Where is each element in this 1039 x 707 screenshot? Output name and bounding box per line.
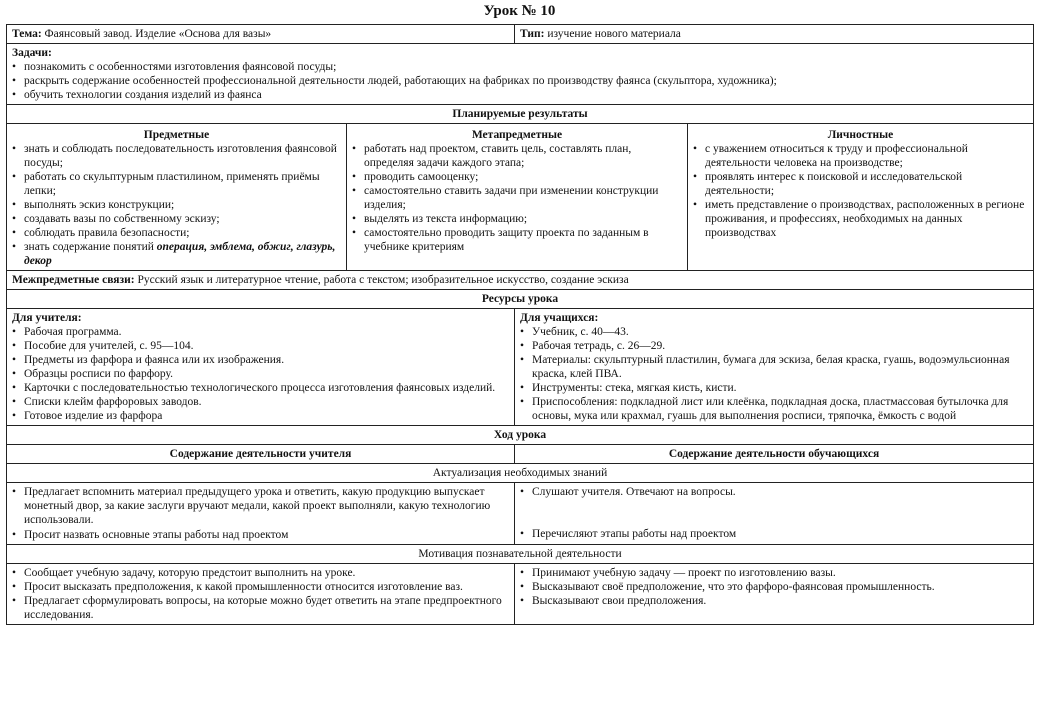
list-item: • создавать вазы по собственному эскизу;	[12, 212, 341, 226]
topic-value: Фаянсовый завод. Изделие «Основа для вазы»	[41, 28, 272, 40]
list-item: • Приспособления: подкладной лист или клеёнка, подкладная доска, пластмассовая бутылочка для основы, мука или крахмал, гуашь для выполнения росписи, тряпочка, ёмкость с водой	[520, 395, 1028, 423]
list-item: • Инструменты: стека, мягкая кисть, кисти.	[520, 381, 1028, 395]
list-item: • познакомить с особенностями изготовления фаянсовой посуды;	[12, 60, 1028, 74]
personal-results-cell	[688, 124, 1034, 271]
tasks-cell	[7, 44, 1034, 105]
subject-results-cell	[7, 124, 347, 271]
stage2-teacher-cell	[7, 563, 515, 624]
meta-results-title: Метапредметные	[471, 129, 563, 142]
topic-label: Тема:	[12, 28, 42, 40]
list-item: • Просит высказать предположения, к какой промышленности относится изготовление ваз.	[12, 580, 509, 594]
stage1-teacher-cell	[7, 483, 515, 544]
list-item: • Предметы из фарфора и фаянса или их изображения.	[12, 353, 509, 367]
tasks-label: Задачи:	[12, 47, 52, 60]
list-item: • Пособие для учителей, с. 95—104.	[12, 339, 509, 353]
list-item: • Просит назвать основные этапы работы над проектом	[12, 528, 509, 542]
list-item: • Образцы росписи по фарфору.	[12, 367, 509, 381]
stage1-row	[7, 483, 1034, 544]
results-header: Планируемые результаты	[7, 105, 1034, 124]
resources-header: Ресурсы урока	[7, 290, 1034, 309]
stage2-students-cell	[515, 563, 1034, 624]
list-item: • Учебник, с. 40—43.	[520, 325, 1028, 339]
list-item: • Карточки с последовательностью технологического процесса изготовления фаянсовых изделий.	[12, 381, 509, 395]
list-item: • проявлять интерес к поисковой и исследовательской деятельности;	[693, 170, 1028, 198]
stage1-students-cell	[515, 483, 1034, 544]
lesson-columns-row	[7, 445, 1034, 464]
list-item: • Предлагает сформулировать вопросы, на которые можно будет ответить на этапе предпроектного исследования.	[12, 594, 509, 622]
type-label: Тип:	[520, 28, 545, 40]
interdisciplinary-row	[7, 271, 1034, 290]
type-cell	[515, 25, 1034, 44]
interdisciplinary-cell	[7, 271, 1034, 290]
list-item: • выделять из текста информацию;	[352, 212, 682, 226]
tasks-row	[7, 44, 1034, 105]
tasks-list	[12, 60, 1028, 102]
list-item: • Слушают учителя. Отвечают на вопросы.	[520, 485, 1028, 499]
teacher-column-header: Содержание деятельности учителя	[7, 445, 515, 464]
list-item: • Высказывают свои предположения.	[520, 594, 1028, 608]
interdisciplinary-value: Русский язык и литературное чтение, работа с текстом; изобразительное искусство, создание эскиза	[134, 274, 629, 287]
list-item: • Принимают учебную задачу — проект по изготовлению вазы.	[520, 566, 1028, 580]
list-item: • Предлагает вспомнить материал предыдущего урока и ответить, какую продукцию выпускает монетный двор, за какие заслуги вручают медали, какой проект выполняли, какую технологию использовали.	[12, 485, 509, 527]
list-item: • проводить самооценку;	[352, 170, 682, 184]
page-title: Урок № 10	[483, 3, 556, 19]
concepts-terms: операция, эмблема, обжиг, глазурь, декор	[24, 241, 336, 268]
stage1-title: Актуализация необходимых знаний	[7, 464, 1034, 483]
stage2-title: Мотивация познавательной деятельности	[7, 544, 1034, 563]
list-item: • Сообщает учебную задачу, которую предстоит выполнить на уроке.	[12, 566, 509, 580]
students-column-header: Содержание деятельности обучающихся	[515, 445, 1034, 464]
list-item: • Высказывают своё предположение, что это фарфоро-фаянсовая промышленность.	[520, 580, 1028, 594]
list-item: • раскрыть содержание особенностей профессиональной деятельности людей, работающих на фабриках по производству фаянса (скульптора, художника);	[12, 74, 1028, 88]
list-item: • знать и соблюдать последовательность изготовления фаянсовой посуды;	[12, 142, 341, 170]
results-row	[7, 124, 1034, 271]
list-item: • с уважением относиться к труду и профессиональной деятельности человека на производстве;	[693, 142, 1028, 170]
student-resources-title: Для учащихся:	[520, 312, 599, 325]
list-item: • Списки клейм фарфоровых заводов.	[12, 395, 509, 409]
topic-row	[7, 25, 1034, 44]
list-item: • работать над проектом, ставить цель, составлять план, определяя задачи каждого этапа;	[352, 142, 682, 170]
list-item: • самостоятельно проводить защиту проекта по заданным в учебнике критериям	[352, 226, 682, 254]
list-item: • самостоятельно ставить задачи при изменении конструкции изделия;	[352, 184, 682, 212]
list-item: • Перечисляют этапы работы над проектом	[520, 527, 1028, 541]
type-value: изучение нового материала	[544, 28, 681, 40]
resources-row	[7, 309, 1034, 426]
list-item: • иметь представление о производствах, расположенных в регионе проживания, и профессиях, необходимых на данных производствах	[693, 198, 1028, 240]
personal-results-title: Личностные	[827, 129, 894, 142]
list-item: • Рабочая программа.	[12, 325, 509, 339]
list-item: • соблюдать правила безопасности;	[12, 226, 341, 240]
stage2-row	[7, 563, 1034, 624]
list-item: • Рабочая тетрадь, с. 26—29.	[520, 339, 1028, 353]
meta-results-cell	[347, 124, 688, 271]
lesson-plan-table	[6, 24, 1034, 625]
list-item: • Материалы: скульптурный пластилин, бумага для эскиза, белая краска, гуашь, водоэмульсионная краска, клей ПВА.	[520, 353, 1028, 381]
concepts-prefix: знать содержание понятий	[24, 241, 157, 254]
teacher-resources-cell	[7, 309, 515, 426]
list-item	[12, 240, 341, 268]
list-item: • работать со скульптурным пластилином, применять приёмы лепки;	[12, 170, 341, 198]
list-item: • Готовое изделие из фарфора	[12, 409, 509, 423]
interdisciplinary-label: Межпредметные связи:	[12, 274, 135, 287]
subject-results-title: Предметные	[143, 129, 210, 142]
student-resources-cell	[515, 309, 1034, 426]
topic-cell	[7, 25, 515, 44]
lesson-header: Ход урока	[7, 426, 1034, 445]
teacher-resources-title: Для учителя:	[12, 312, 82, 325]
list-item: • обучить технологии создания изделий из фаянса	[12, 88, 1028, 102]
list-item: • выполнять эскиз конструкции;	[12, 198, 341, 212]
